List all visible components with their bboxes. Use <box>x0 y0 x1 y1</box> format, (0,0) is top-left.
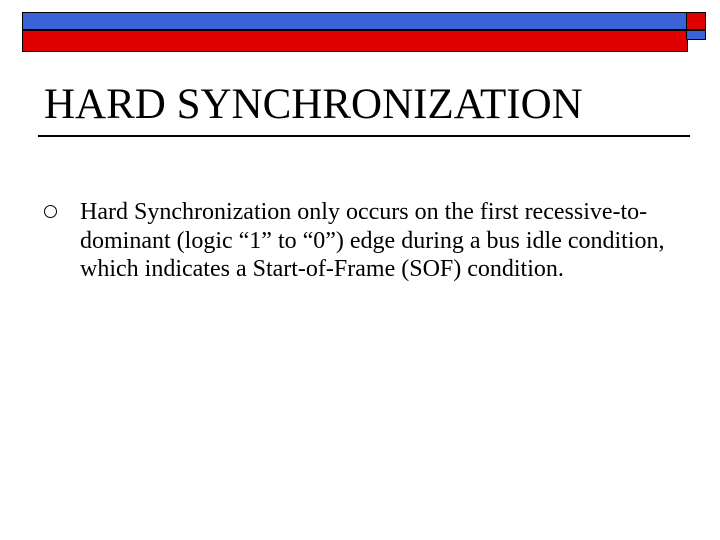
slide-title: HARD SYNCHRONIZATION <box>44 81 583 128</box>
blue-stripe <box>22 12 688 30</box>
decorative-top-bar <box>22 12 688 38</box>
bullet-item <box>38 198 678 284</box>
bullet-text: Hard Synchronization only occurs on the first recessive-to-dominant (logic “1” to “0”) edge during a bus idle condition, which indicates a Start-of-Frame (SOF) condition. <box>80 199 665 282</box>
corner-accent <box>686 12 706 40</box>
corner-blue-block <box>686 30 706 40</box>
bullet-list <box>38 198 678 284</box>
hollow-circle-bullet-icon <box>44 205 57 218</box>
corner-red-block <box>686 12 706 30</box>
title-underline <box>38 135 690 137</box>
red-stripe <box>22 30 688 52</box>
